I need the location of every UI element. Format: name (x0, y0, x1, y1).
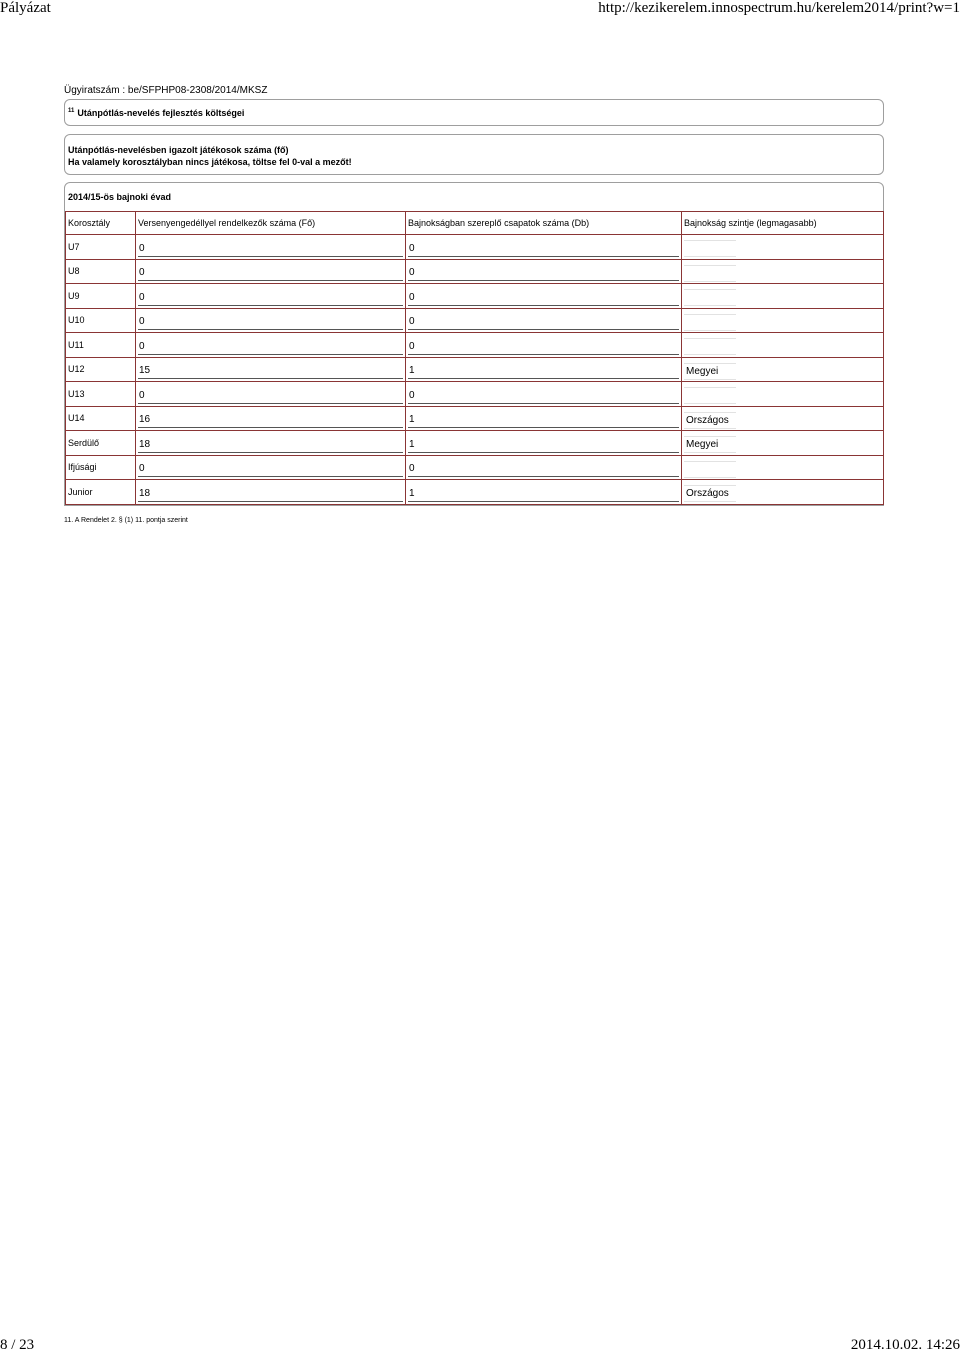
page-counter: 8 / 23 (0, 1337, 35, 1353)
age-group-label: U10 (66, 308, 136, 333)
info-line-1: Utánpótlás-nevelésben igazolt játékosok száma (fő) (68, 145, 289, 155)
licensed-cell (136, 284, 406, 309)
licensed-players-field[interactable]: 0 (138, 290, 403, 306)
age-group-label: U8 (66, 259, 136, 284)
league-level-select[interactable]: Országos (684, 412, 736, 429)
league-level-cell (682, 308, 884, 333)
licensed-players-field[interactable]: 18 (138, 486, 403, 502)
licensed-players-field[interactable]: 0 (138, 265, 403, 281)
licensed-players-field[interactable]: 16 (138, 412, 403, 428)
info-box (64, 134, 884, 175)
team-count-cell (406, 333, 682, 358)
team-count-cell (406, 480, 682, 505)
team-count-field[interactable]: 0 (408, 241, 679, 257)
league-level-cell (682, 235, 884, 260)
team-count-field[interactable]: 1 (408, 412, 679, 428)
table-row (66, 235, 884, 260)
league-level-select[interactable] (684, 265, 736, 282)
age-group-label: Ifjúsági (66, 455, 136, 480)
licensed-cell (136, 406, 406, 431)
section-number: 11 (68, 108, 75, 114)
league-level-cell (682, 259, 884, 284)
table-header-row (66, 212, 884, 235)
section-header-box (64, 99, 884, 126)
table-row (66, 357, 884, 382)
licensed-cell (136, 357, 406, 382)
licensed-players-field[interactable]: 0 (138, 461, 403, 477)
licensed-players-field[interactable]: 0 (138, 314, 403, 330)
players-table (65, 211, 884, 505)
licensed-cell (136, 455, 406, 480)
team-count-cell (406, 235, 682, 260)
team-count-field[interactable]: 0 (408, 314, 679, 330)
team-count-cell (406, 308, 682, 333)
team-count-field[interactable]: 0 (408, 388, 679, 404)
team-count-cell (406, 382, 682, 407)
licensed-cell (136, 259, 406, 284)
licensed-players-field[interactable]: 18 (138, 437, 403, 453)
table-row (66, 284, 884, 309)
licensed-cell (136, 308, 406, 333)
licensed-players-field[interactable]: 0 (138, 241, 403, 257)
season-title: 2014/15-ös bajnoki évad (68, 192, 172, 202)
table-row (66, 480, 884, 505)
team-count-field[interactable]: 1 (408, 437, 679, 453)
league-level-cell (682, 333, 884, 358)
league-level-select[interactable]: Megyei (684, 436, 736, 453)
col-header-age-group: Korosztály (66, 212, 136, 235)
league-level-select[interactable] (684, 461, 736, 478)
table-row (66, 333, 884, 358)
team-count-cell (406, 431, 682, 456)
team-count-cell (406, 455, 682, 480)
table-row (66, 431, 884, 456)
team-count-cell (406, 284, 682, 309)
league-level-select[interactable] (684, 240, 736, 257)
league-level-cell (682, 284, 884, 309)
team-count-field[interactable]: 0 (408, 461, 679, 477)
licensed-players-field[interactable]: 0 (138, 388, 403, 404)
info-line-2: Ha valamely korosztályban nincs játékosa, töltse fel 0-val a mezőt! (68, 157, 352, 167)
league-level-select[interactable]: Országos (684, 485, 736, 502)
team-count-field[interactable]: 0 (408, 290, 679, 306)
age-group-label: U9 (66, 284, 136, 309)
league-level-cell (682, 431, 884, 456)
licensed-cell (136, 333, 406, 358)
league-level-select[interactable] (684, 338, 736, 355)
table-row (66, 455, 884, 480)
team-count-field[interactable]: 1 (408, 363, 679, 379)
team-count-cell (406, 259, 682, 284)
document-number: Ügyiratszám : be/SFPHP08-2308/2014/MKSZ (64, 85, 268, 96)
licensed-cell (136, 235, 406, 260)
col-header-team-count: Bajnokságban szereplő csapatok száma (Db) (406, 212, 682, 235)
team-count-field[interactable]: 0 (408, 265, 679, 281)
age-group-label: Junior (66, 480, 136, 505)
age-group-label: U11 (66, 333, 136, 358)
licensed-cell (136, 382, 406, 407)
print-datetime: 2014.10.02. 14:26 (850, 1337, 960, 1353)
licensed-players-field[interactable]: 0 (138, 339, 403, 355)
age-group-label: U12 (66, 357, 136, 382)
season-panel (64, 182, 884, 506)
licensed-players-field[interactable]: 15 (138, 363, 403, 379)
section-header-title (68, 108, 244, 118)
age-group-label: U7 (66, 235, 136, 260)
league-level-select[interactable]: Megyei (684, 363, 736, 380)
col-header-league-level: Bajnokság szintje (legmagasabb) (682, 212, 884, 235)
table-row (66, 308, 884, 333)
footnote: 11. A Rendelet 2. § (1) 11. pontja szerint (64, 517, 188, 524)
league-level-select[interactable] (684, 289, 736, 306)
league-level-select[interactable] (684, 387, 736, 404)
table-row (66, 259, 884, 284)
team-count-field[interactable]: 0 (408, 339, 679, 355)
table-body (66, 235, 884, 505)
section-title-text: Utánpótlás-nevelés fejlesztés költségei (77, 108, 245, 118)
age-group-label: U13 (66, 382, 136, 407)
league-level-cell (682, 357, 884, 382)
browser-page-url: http://kezikerelem.innospectrum.hu/kerelem2014/print?w=1 (598, 0, 960, 16)
table-row (66, 406, 884, 431)
league-level-cell (682, 455, 884, 480)
age-group-label: Serdülő (66, 431, 136, 456)
licensed-cell (136, 480, 406, 505)
table-row (66, 382, 884, 407)
col-header-licensed-players: Versenyengedéllyel rendelkezők száma (Fő) (136, 212, 406, 235)
team-count-cell (406, 406, 682, 431)
team-count-field[interactable]: 1 (408, 486, 679, 502)
age-group-label: U14 (66, 406, 136, 431)
league-level-cell (682, 480, 884, 505)
league-level-select[interactable] (684, 314, 736, 331)
team-count-cell (406, 357, 682, 382)
licensed-cell (136, 431, 406, 456)
league-level-cell (682, 382, 884, 407)
league-level-cell (682, 406, 884, 431)
browser-page-title: Pályázat (0, 0, 51, 16)
